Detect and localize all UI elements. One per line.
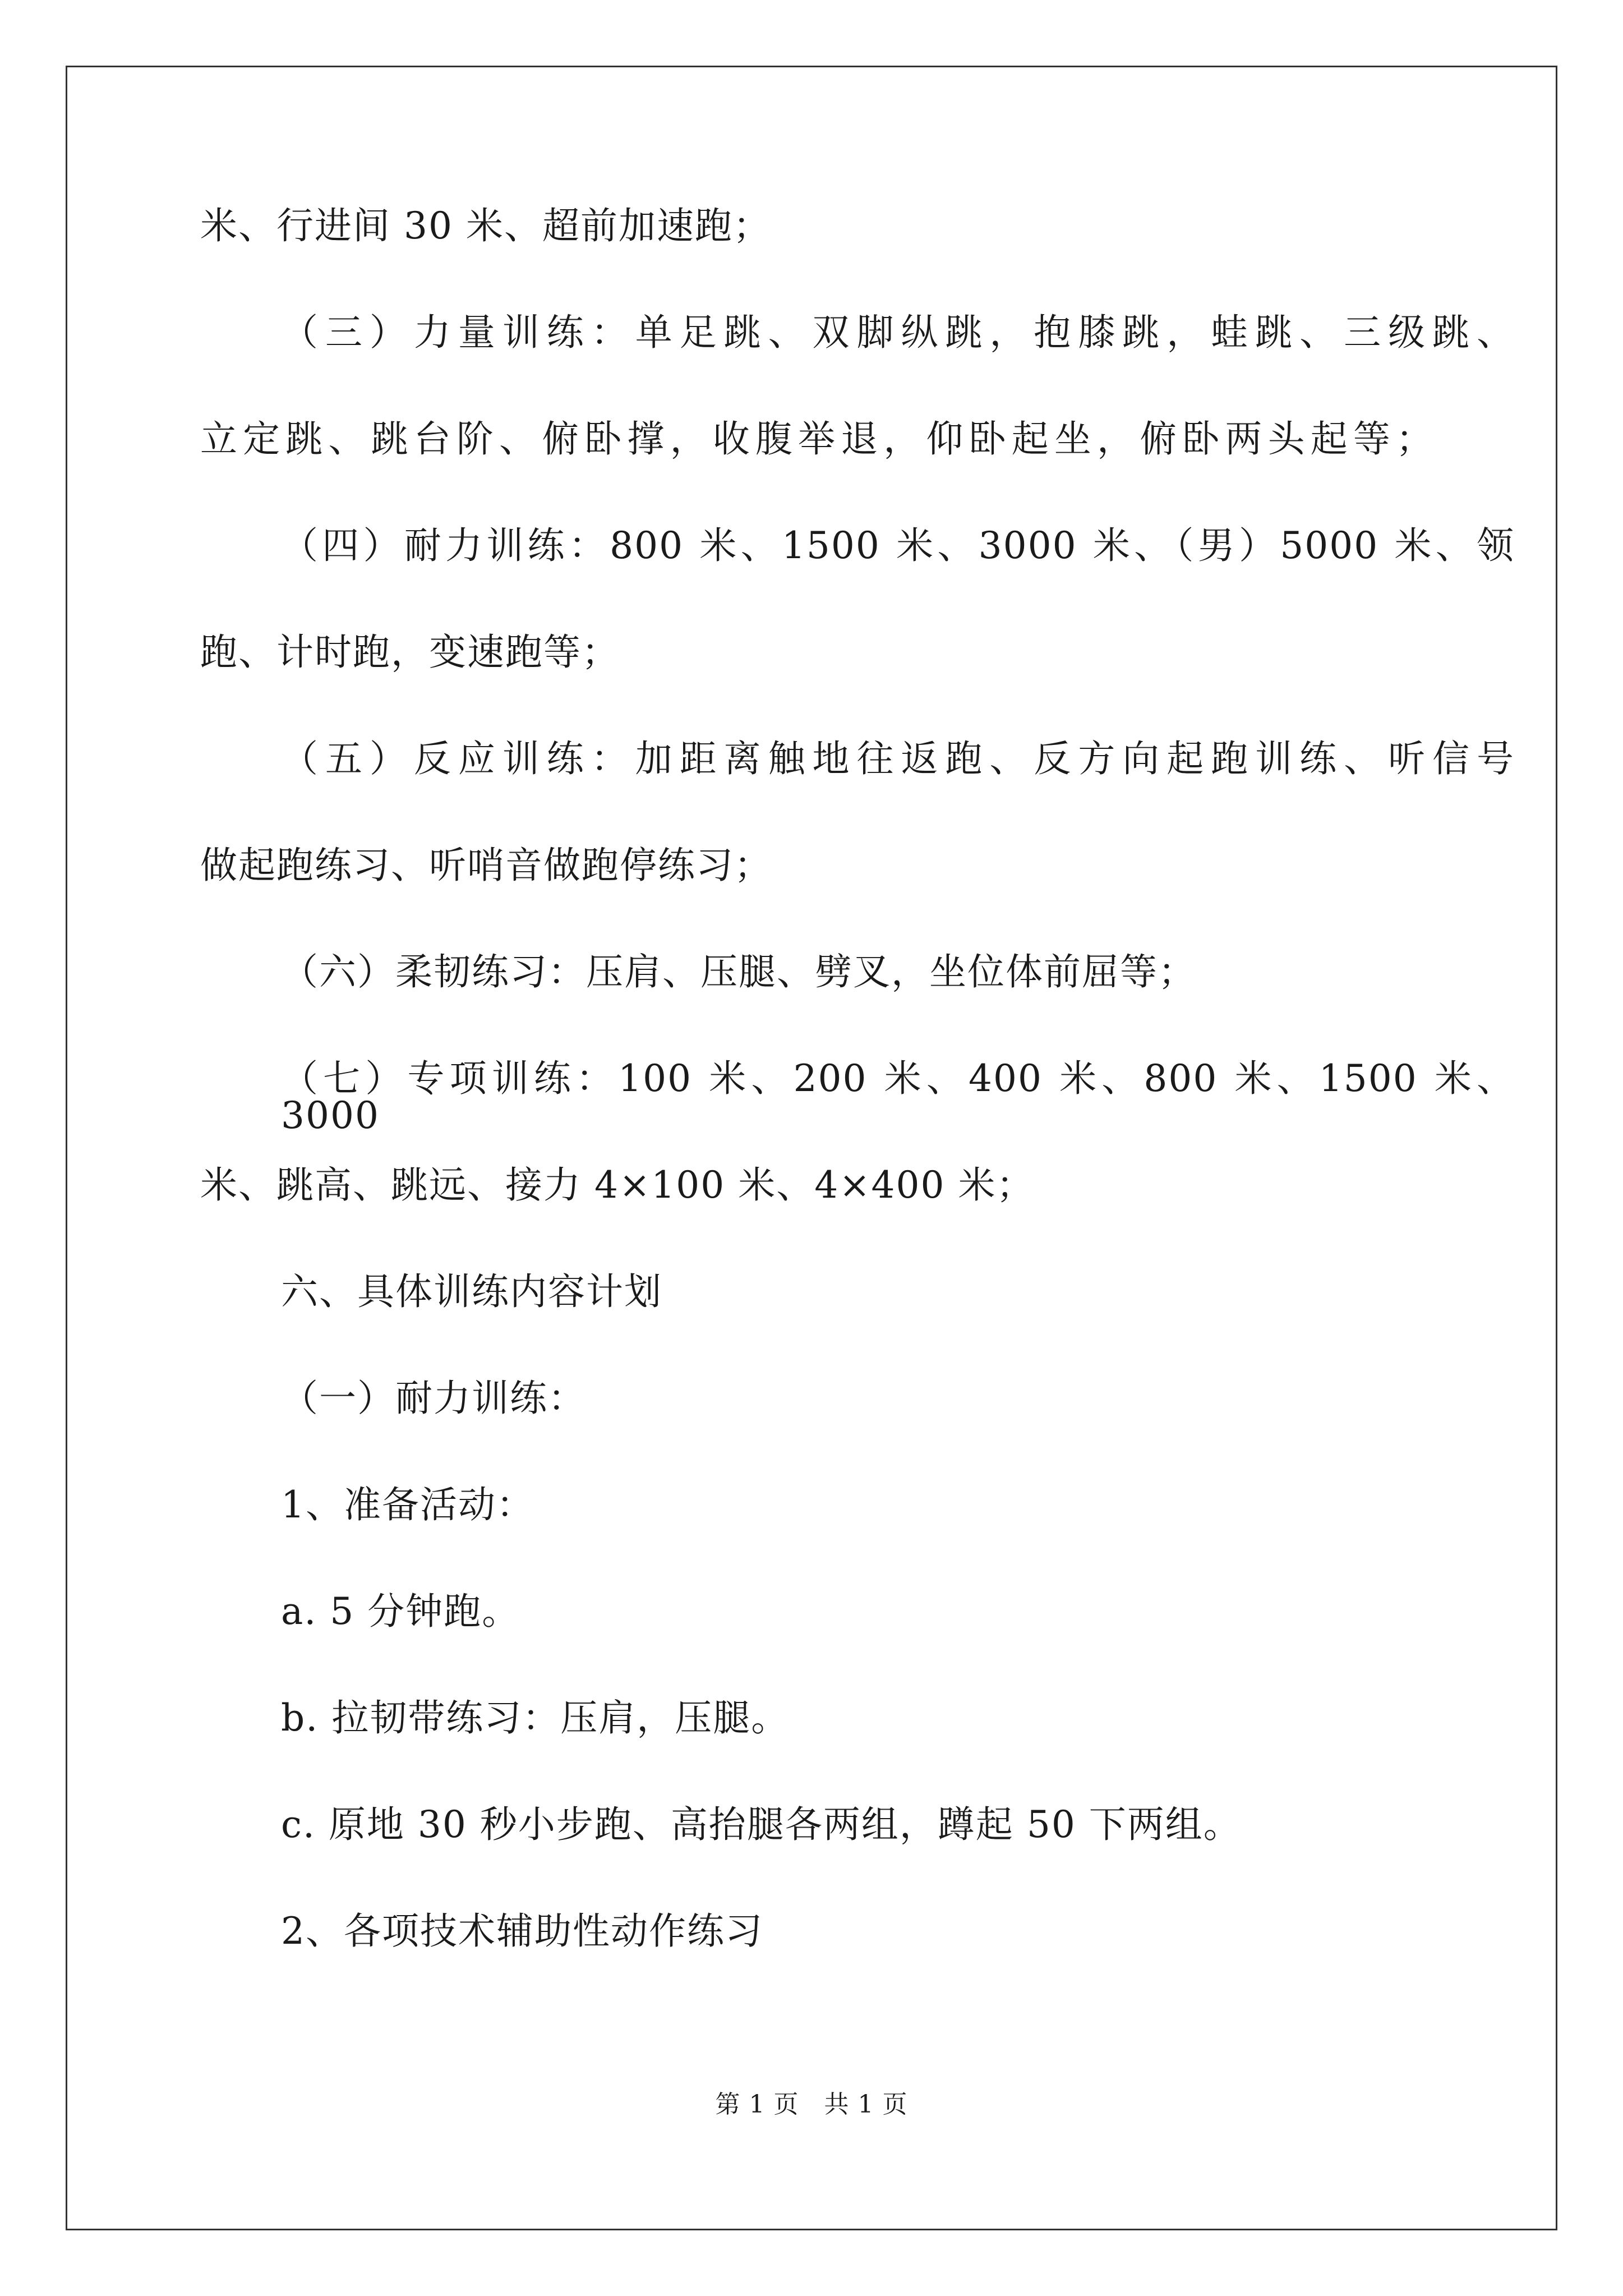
subsection-heading: （一）耐力训练： [281, 1377, 586, 1420]
text-line: 米、跳高、跳远、接力 4×100 米、4×400 米； [200, 1163, 1035, 1207]
text-line: 米、行进间 30 米、超前加速跑； [200, 204, 771, 247]
section-heading: 六、具体训练内容计划 [281, 1270, 662, 1313]
text-line: （四）耐力训练：800 米、1500 米、3000 米、（男）5000 米、领 [281, 524, 1515, 567]
text-line: 跑、计时跑，变速跑等； [200, 631, 620, 674]
page-footer: 第 1 页 共 1 页 [715, 2090, 908, 2119]
text-line: 2、各项技术辅助性动作练习 [281, 1910, 763, 1953]
document-body [200, 204, 1515, 2019]
text-line: 立定跳、跳台阶、俯卧撑，收腹举退，仰卧起坐，俯卧两头起等； [200, 417, 1434, 461]
list-item: a. 5 分钟跑。 [281, 1590, 520, 1633]
text-line: （七）专项训练：100 米、200 米、400 米、800 米、1500 米、3000 [281, 1057, 1515, 1137]
list-item: b. 拉韧带练习：压肩，压腿。 [281, 1696, 790, 1740]
text-line: 1、准备活动： [281, 1483, 534, 1526]
text-line: （三）力量训练：单足跳、双脚纵跳，抱膝跳，蛙跳、三级跳、 [281, 311, 1515, 354]
text-line: 做起跑练习、听哨音做跑停练习； [200, 844, 772, 887]
list-item: c. 原地 30 秒小步跑、高抬腿各两组，蹲起 50 下两组。 [281, 1803, 1242, 1846]
text-line: （五）反应训练：加距离触地往返跑、反方向起跑训练、听信号 [281, 737, 1515, 780]
text-line: （六）柔韧练习：压肩、压腿、劈叉，坐位体前屈等； [281, 950, 1196, 993]
